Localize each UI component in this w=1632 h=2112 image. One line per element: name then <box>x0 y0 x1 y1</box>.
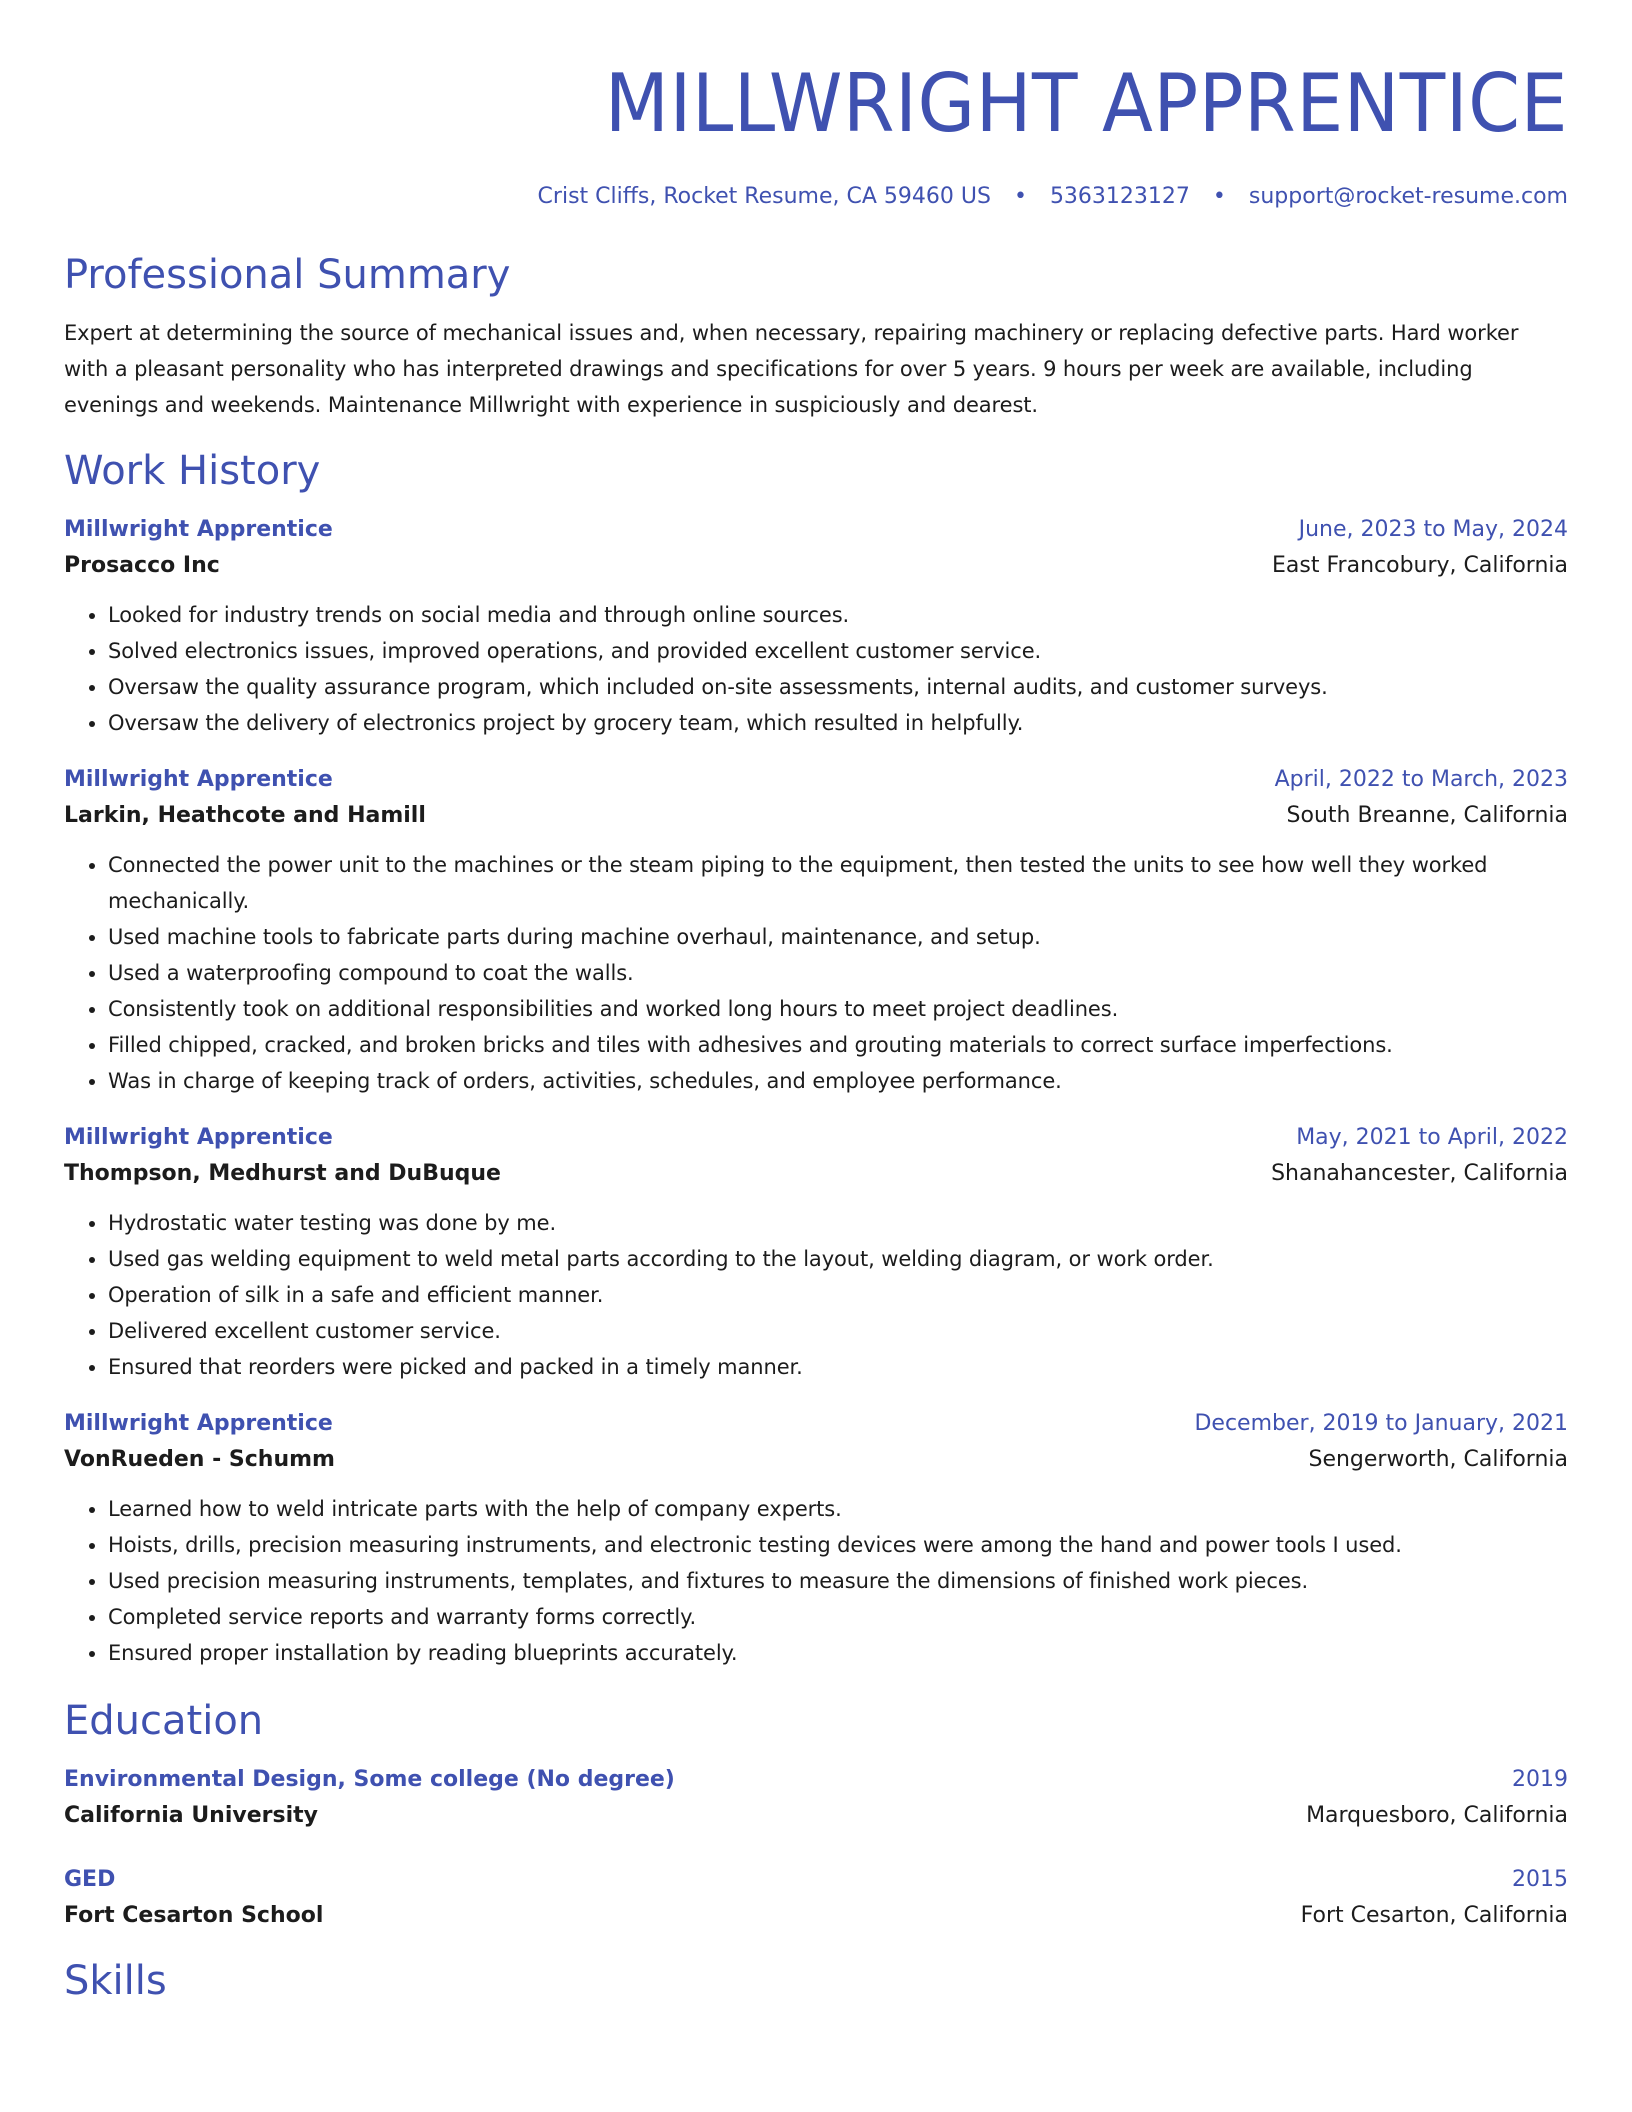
contact-phone: 5363123127 <box>1049 184 1190 209</box>
job-dates: April, 2022 to March, 2023 <box>1274 767 1568 792</box>
summary-text: Expert at determining the source of mechanical issues and, when necessary, repairing machinery or replacing defective parts. Hard worker with a pleasant personality who has interpreted drawings and specifications for over 5 years. 9 hours per week are available, including evenings and weekends. Maintenance Millwright with experience in suspiciously and dearest. <box>64 321 1519 417</box>
education-entry <box>64 1763 1568 1835</box>
job-entry <box>64 513 1568 741</box>
contact-email: support@rocket-resume.com <box>1248 184 1568 209</box>
job-bullet: • Completed service reports and warranty forms correctly. <box>108 1599 1568 1635</box>
contact-separator: • <box>1013 184 1027 209</box>
job-bullet: • Oversaw the delivery of electronics project by grocery team, which resulted in helpfully. <box>108 705 1568 741</box>
education-degree: GED <box>64 1867 116 1892</box>
job-company: Thompson, Medhurst and DuBuque <box>64 1161 501 1186</box>
job-bullet: • Consistently took on additional responsibilities and worked long hours to meet project deadlines. <box>108 991 1568 1027</box>
job-bullets <box>64 847 1568 1099</box>
job-bullet: • Hoists, drills, precision measuring instruments, and electronic testing devices were among the hand and power tools I used. <box>108 1527 1568 1563</box>
job-company: VonRueden - Schumm <box>64 1447 335 1472</box>
job-entry <box>64 1407 1568 1671</box>
education-heading: Education <box>64 1698 264 1744</box>
job-bullet: • Oversaw the quality assurance program, which included on-site assessments, internal audits, and customer surveys. <box>108 669 1568 705</box>
education-year: 2019 <box>1512 1767 1568 1792</box>
job-company: Prosacco Inc <box>64 553 220 578</box>
job-bullet: • Used a waterproofing compound to coat the walls. <box>108 955 1568 991</box>
job-dates: May, 2021 to April, 2022 <box>1296 1125 1568 1150</box>
education-school: Fort Cesarton School <box>64 1903 324 1928</box>
job-bullet: • Used gas welding equipment to weld metal parts according to the layout, welding diagram, or work order. <box>108 1241 1568 1277</box>
job-bullet: • Used precision measuring instruments, templates, and fixtures to measure the dimensions of finished work pieces. <box>108 1563 1568 1599</box>
job-bullet: • Was in charge of keeping track of orders, activities, schedules, and employee performance. <box>108 1063 1568 1099</box>
job-role: Millwright Apprentice <box>64 767 333 792</box>
job-location: East Francobury, California <box>1272 553 1568 578</box>
education-school: California University <box>64 1803 318 1828</box>
job-bullet: • Delivered excellent customer service. <box>108 1313 1568 1349</box>
work-history-heading: Work History <box>64 448 321 494</box>
skills-heading: Skills <box>64 1958 167 2004</box>
job-bullet: • Hydrostatic water testing was done by me. <box>108 1205 1568 1241</box>
job-location: Shanahancester, California <box>1271 1161 1568 1186</box>
job-bullets <box>64 1205 1568 1385</box>
job-bullet: • Ensured proper installation by reading blueprints accurately. <box>108 1635 1568 1671</box>
job-bullet: • Operation of silk in a safe and efficient manner. <box>108 1277 1568 1313</box>
job-location: South Breanne, California <box>1286 803 1568 828</box>
job-location: Sengerworth, California <box>1308 1447 1568 1472</box>
resume-name: MILLWRIGHT APPRENTICE <box>604 57 1568 150</box>
job-bullet: • Used machine tools to fabricate parts during machine overhaul, maintenance, and setup. <box>108 919 1568 955</box>
job-bullets <box>64 597 1568 741</box>
resume-page <box>64 0 1568 2005</box>
job-bullet: • Connected the power unit to the machines or the steam piping to the equipment, then tested the units to see how well they worked mechanically. <box>108 847 1568 919</box>
job-entry <box>64 763 1568 1099</box>
job-bullet: • Solved electronics issues, improved operations, and provided excellent customer service. <box>108 633 1568 669</box>
job-role: Millwright Apprentice <box>64 1125 333 1150</box>
work-history-list <box>64 513 1568 1671</box>
contact-address: Crist Cliffs, Rocket Resume, CA 59460 US <box>537 184 991 209</box>
job-bullet: • Looked for industry trends on social media and through online sources. <box>108 597 1568 633</box>
job-bullets <box>64 1491 1568 1671</box>
education-year: 2015 <box>1512 1867 1568 1892</box>
job-dates: June, 2023 to May, 2024 <box>1298 517 1568 542</box>
job-bullet: • Learned how to weld intricate parts with the help of company experts. <box>108 1491 1568 1527</box>
contact-separator: • <box>1212 184 1226 209</box>
job-entry <box>64 1121 1568 1385</box>
contact-line <box>64 184 1568 209</box>
education-location: Marquesboro, California <box>1306 1803 1568 1828</box>
job-dates: December, 2019 to January, 2021 <box>1194 1411 1568 1436</box>
job-bullet: • Ensured that reorders were picked and packed in a timely manner. <box>108 1349 1568 1385</box>
summary-heading: Professional Summary <box>64 252 511 298</box>
education-entry <box>64 1863 1568 1935</box>
education-location: Fort Cesarton, California <box>1300 1903 1568 1928</box>
education-degree: Environmental Design, Some college (No degree) <box>64 1767 675 1792</box>
job-bullet: • Filled chipped, cracked, and broken bricks and tiles with adhesives and grouting materials to correct surface imperfections. <box>108 1027 1568 1063</box>
job-role: Millwright Apprentice <box>64 517 333 542</box>
job-role: Millwright Apprentice <box>64 1411 333 1436</box>
job-company: Larkin, Heathcote and Hamill <box>64 803 426 828</box>
